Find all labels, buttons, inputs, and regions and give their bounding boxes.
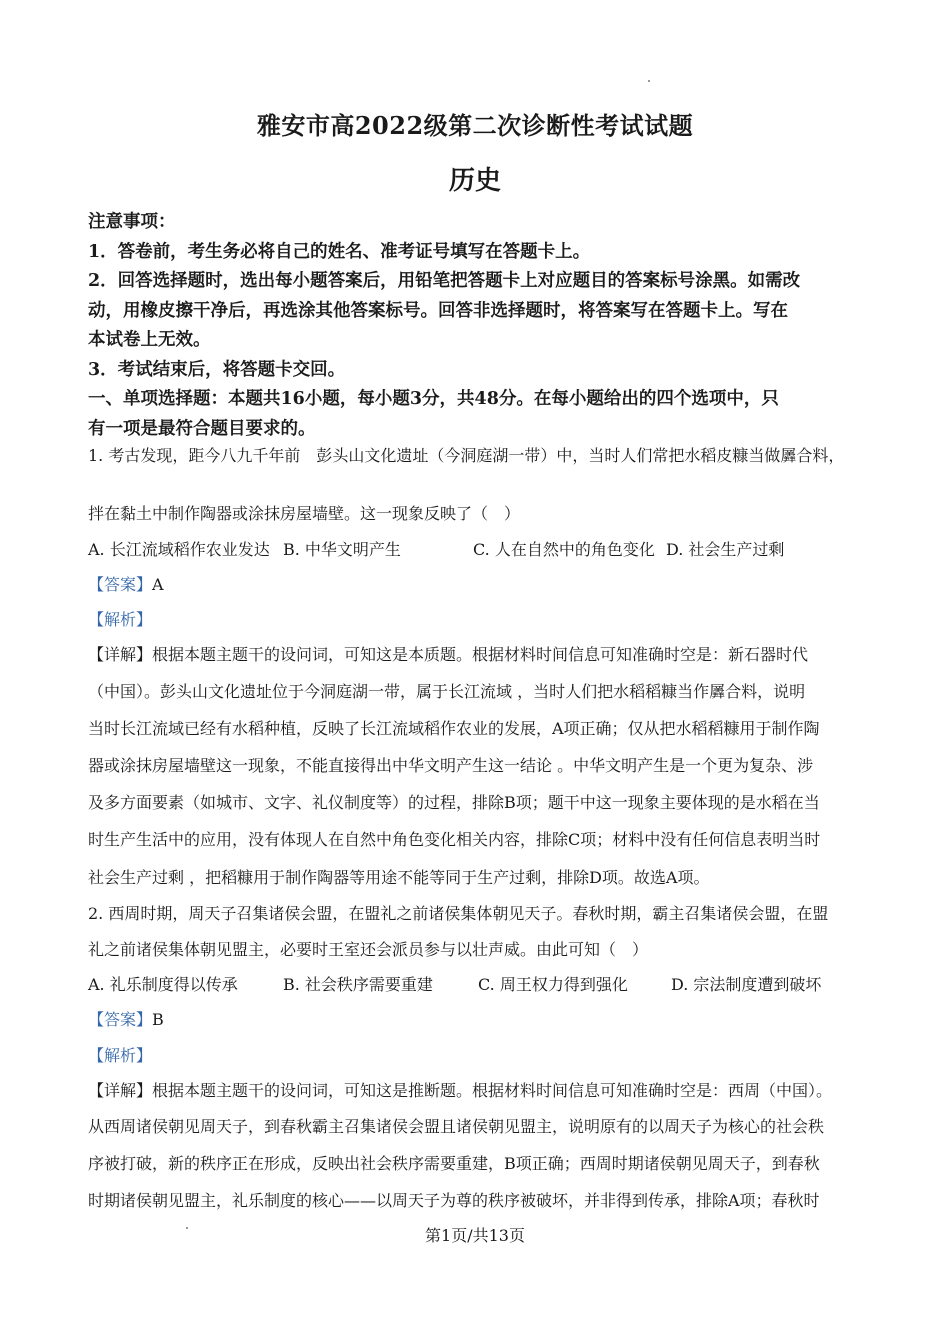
- q2-option-d: D. 宗法制度遭到破坏: [671, 975, 822, 994]
- instruction-line: 2．回答选择题时，选出每小题答案后，用铅笔把答题卡上对应题目的答案标号涂黑。如需改: [88, 271, 801, 291]
- q1-detail-line: [88, 637, 868, 672]
- q2-analysis-tag: 【解析】: [88, 1046, 153, 1065]
- answer-value: A: [152, 575, 164, 594]
- q2-option-a: A. 礼乐制度得以传承: [88, 975, 238, 994]
- page-number: 第1页/共13页: [425, 1226, 525, 1245]
- q1-detail-line: 当时长江流域已经有水稻种植，反映了长江流域稻作农业的发展，A项正确；仅从把水稻稻糠用于制作陶: [88, 719, 820, 738]
- q1-detail-line: 时生产生活中的应用，没有体现人在自然中角色变化相关内容，排除C项；材料中没有任何信息表明当时: [88, 830, 821, 849]
- q1-detail-line: 社会生产过剩 ，把稻糠用于制作陶器等用途不能等同于生产过剩，排除D项。故选A项。: [88, 868, 710, 887]
- q1-option-b: B. 中华文明产生: [283, 540, 401, 559]
- section-heading-line: 有一项是最符合题目要求的。: [88, 418, 316, 439]
- q2-detail-line: 序被打破，新的秩序正在形成，反映出社会秩序需要重建，B项正确；西周时期诸侯朝见周天子，到春秋: [88, 1154, 820, 1173]
- instruction-line: 1．答卷前，考生务必将自己的姓名、准考证号填写在答题卡上。: [88, 241, 591, 262]
- q1-detail-line: 器或涂抹房屋墙壁这一现象，不能直接得出中华文明产生这一结论 。中华文明产生是一个更为复杂、涉: [88, 756, 814, 775]
- q2-detail-line: [88, 1073, 868, 1108]
- instruction-line: 3．考试结束后，将答题卡交回。: [88, 359, 346, 380]
- q1-stem-line: 1. 考古发现，距今八九千年前 彭头山文化遗址（今洞庭湖一带）中，当时人们常把水稻皮糠当做羼合料，: [88, 446, 845, 465]
- instructions-heading: 注意事项：: [88, 212, 176, 232]
- q1-option-d: D. 社会生产过剩: [666, 540, 785, 559]
- q1-option-c: C. 人在自然中的角色变化: [473, 540, 655, 559]
- subject-title: 历史: [448, 166, 501, 196]
- q1-detail-line: 及多方面要素（如城市、文字、礼仪制度等）的过程，排除B项；题干中这一现象主要体现的是水稻在当: [88, 793, 820, 812]
- section-heading-line: 一、单项选择题：本题共16小题，每小题3分，共48分。在每小题给出的四个选项中，只: [88, 389, 779, 409]
- detail-tag: 【详解】: [88, 645, 153, 664]
- answer-tag: 【答案】: [88, 575, 153, 594]
- q1-options: [88, 532, 868, 567]
- q1-answer: [88, 567, 868, 602]
- q2-detail-line: 时期诸侯朝见盟主，礼乐制度的核心——以周天子为尊的秩序被破坏，并非得到传承，排除A项；春秋时: [88, 1191, 820, 1210]
- instruction-line: 动，用橡皮擦干净后，再选涂其他答案标号。回答非选择题时，将答案写在答题卡上。写在: [88, 300, 788, 321]
- detail-text: 根据本题主题干的设问词，可知这是推断题。根据材料时间信息可知准确时空是：西周（中国）。: [152, 1081, 833, 1100]
- q2-stem-line: 礼之前诸侯集体朝见盟主，必要时王室还会派员参与以壮声威。由此可知（ ）: [88, 940, 649, 959]
- detail-tag: 【详解】: [88, 1081, 153, 1100]
- exam-title: 雅安市高2022级第二次诊断性考试试题: [256, 111, 694, 140]
- q1-option-a: A. 长江流域稻作农业发达: [88, 540, 270, 559]
- q2-stem-line: 2. 西周时期，周天子召集诸侯会盟，在盟礼之前诸侯集体朝见天子。春秋时期，霸主召集诸侯会盟，在盟: [88, 904, 829, 923]
- q2-detail-line: 从西周诸侯朝见周天子，到春秋霸主召集诸侯会盟且诸侯朝见盟主，说明原有的以周天子为核心的社会秩: [88, 1117, 825, 1136]
- q2-option-b: B. 社会秩序需要重建: [283, 975, 433, 994]
- q2-option-c: C. 周王权力得到强化: [478, 975, 628, 994]
- q1-detail-line: （中国）。彭头山文化遗址位于今洞庭湖一带，属于长江流域 ，当时人们把水稻稻糠当作羼合料，说明: [88, 682, 806, 701]
- scan-speck: [648, 80, 650, 82]
- q1-analysis-tag: 【解析】: [88, 610, 153, 629]
- detail-text: 根据本题主题干的设问词，可知这是本质题。根据材料时间信息可知准确时空是：新石器时代: [152, 645, 809, 664]
- q2-answer: [88, 1002, 868, 1037]
- instruction-line: 本试卷上无效。: [88, 330, 211, 350]
- answer-tag: 【答案】: [88, 1010, 153, 1029]
- q1-stem-line: 拌在黏土中制作陶器或涂抹房屋墙壁。这一现象反映了（ ）: [88, 504, 521, 523]
- instructions: [88, 208, 868, 444]
- q2-options: [88, 967, 868, 1002]
- answer-value: B: [152, 1010, 164, 1029]
